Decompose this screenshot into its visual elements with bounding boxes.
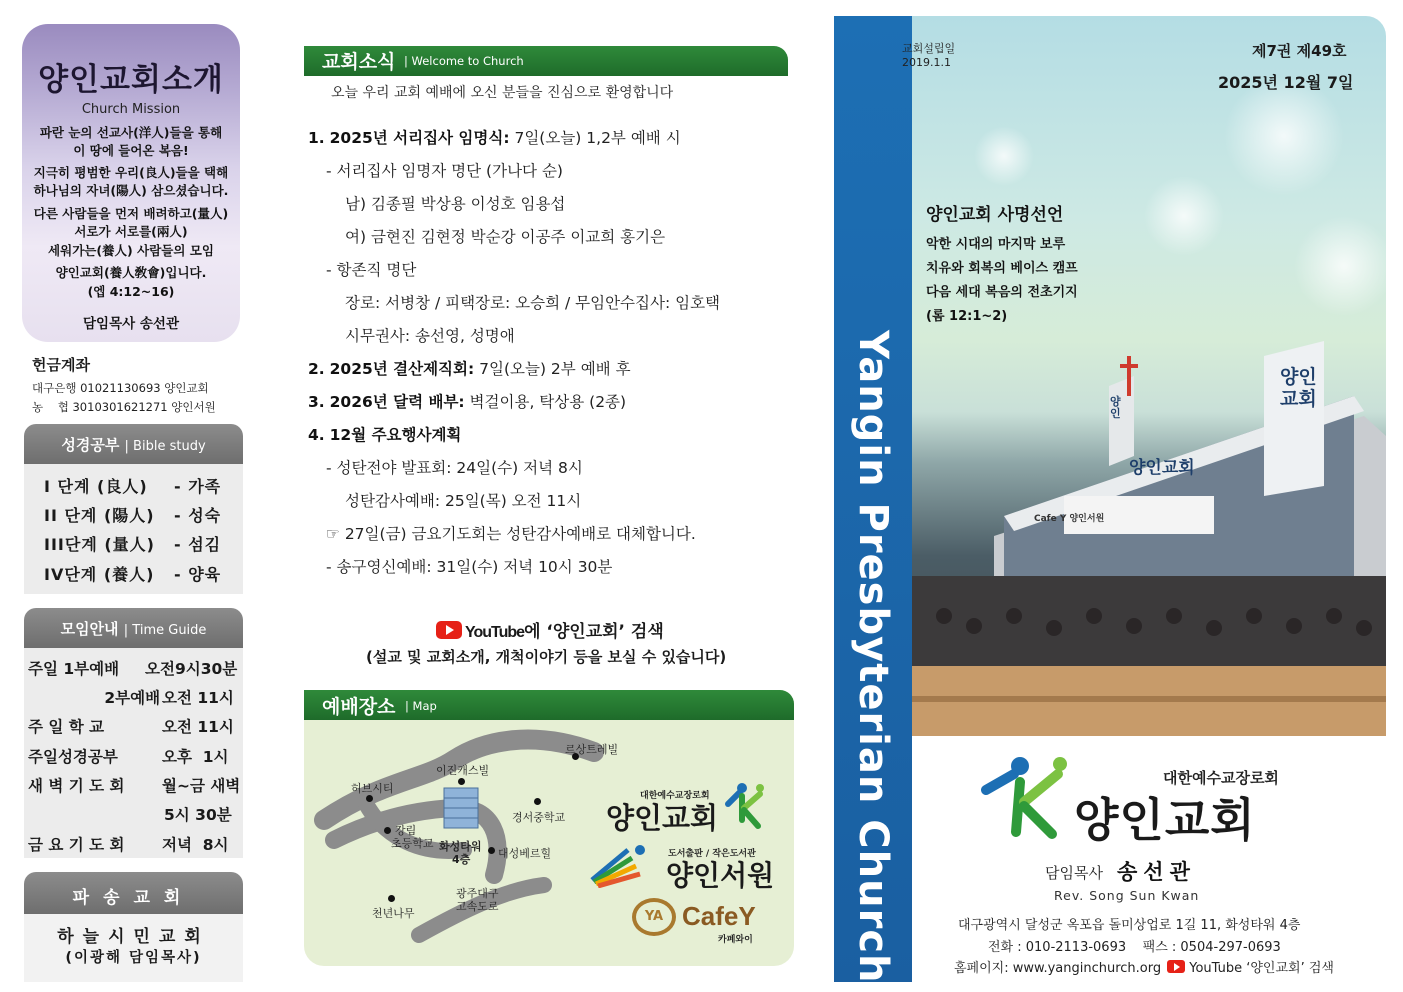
mission-declaration-line: 다음 세대 복음의 전초기지 — [926, 285, 1078, 300]
sending-church-title: 파송교회 — [72, 888, 195, 908]
news-item-number: 3. — [308, 393, 325, 411]
bible-level-name: - 양육 — [174, 565, 222, 584]
mission-line: 이 땅에 들어온 복음! — [73, 143, 189, 158]
mission-line: (엡 4:12~16) — [87, 284, 175, 299]
map-marker — [534, 798, 541, 805]
news-subitem: - 송구영신예배: 31일(수) 저녁 10시 30분 — [326, 558, 613, 576]
time-name: 금 요 기 도 회 — [28, 836, 125, 854]
time-name: 주일 1부예배 — [28, 660, 120, 678]
map-logo-cafe-sub: 카페와이 — [718, 935, 753, 945]
news-item — [308, 390, 626, 412]
map-marker — [366, 795, 373, 802]
bible-level-name: - 가족 — [174, 477, 222, 496]
sending-church-name: 하늘시민교회 — [57, 927, 210, 947]
building-sign: 양인교회 — [1129, 458, 1195, 478]
map-label: 강림 — [395, 824, 417, 837]
map-marker — [488, 847, 495, 854]
time-value: 5시 30분 — [164, 806, 232, 824]
news-subsubitem: 시무권사: 송선영, 성명애 — [345, 327, 515, 345]
founded-date: 2019.1.1 — [902, 56, 951, 69]
time-value: 저녁 8시 — [162, 836, 229, 854]
bible-study-title: 성경공부 — [61, 436, 120, 454]
bible-level-name: - 섬김 — [174, 535, 222, 554]
news-subsubitem: 장로: 서병창 / 피택장로: 오승희 / 무임안수집사: 임호택 — [345, 294, 721, 312]
pastor-name: 송선관 — [1117, 860, 1196, 884]
mission-declaration-title: 양인교회 사명선언 — [926, 205, 1064, 225]
time-value: 월~금 새벽 — [162, 777, 241, 795]
sending-church-pastor: (이광해 담임목사) — [65, 950, 202, 966]
rooftop-sign: 양인 교회 — [1280, 366, 1317, 410]
mission-line: 서로가 서로를(兩人) — [74, 224, 188, 239]
mission-subtitle: Church Mission — [81, 102, 181, 117]
news-subsubitem: 여) 금현진 김현정 박순강 이공주 이교희 홍기은 — [345, 228, 666, 246]
bible-level-name: - 성숙 — [174, 506, 222, 525]
news-item-number: 1. — [308, 129, 325, 147]
mission-declaration-line: 악한 시대의 마지막 보루 — [926, 237, 1066, 252]
news-subitem: - 항존직 명단 — [326, 261, 417, 279]
logo-church-name: 양인교회 — [1074, 793, 1256, 847]
bible-study-title-en: | Bible study — [124, 439, 206, 454]
mission-line: 하나님의 자녀(陽人) 삼으셨습니다. — [33, 183, 229, 198]
time-value: 오후 1시 — [162, 748, 229, 766]
bible-study-header — [24, 424, 243, 464]
news-title-en: | Welcome to Church — [404, 54, 524, 68]
news-subsubitem: 성탄감사예배: 25일(목) 오전 11시 — [345, 492, 582, 510]
news-subitem: - 서리집사 임명자 명단 (가나다 순) — [326, 162, 563, 180]
bible-level: III단계 (量人) — [44, 535, 155, 554]
map-title: 예배장소 — [322, 696, 396, 718]
time-value: 오전 11시 — [162, 718, 234, 736]
mission-line: 다른 사람들을 먼저 배려하고(量人) — [33, 206, 229, 221]
youtube-search-text: 에 ‘양인교회’ 검색 — [524, 622, 664, 642]
news-item-text: 벽걸이용, 탁상용 (2종) — [464, 393, 627, 411]
news-subsubitem: 남) 김종필 박상용 이성호 임용섭 — [345, 195, 566, 213]
time-name: 2부예배 — [72, 689, 161, 707]
time-guide-header — [24, 608, 243, 648]
issue-volume: 제7권 제49호 — [1252, 42, 1347, 60]
mission-line: 파란 눈의 선교사(洋人)들을 통해 — [39, 125, 223, 140]
church-mission-card — [22, 24, 240, 342]
time-name: 새 벽 기 도 회 — [28, 777, 125, 795]
news-item-heading: 12월 주요행사계획 — [329, 426, 462, 444]
youtube-search-note: (설교 및 교회소개, 개척이야기 등을 보실 수 있습니다) — [366, 648, 727, 666]
youtube-search-line — [436, 617, 664, 642]
mission-line: 양인교회(養人敎會)입니다. — [55, 265, 207, 280]
map-logo-cafe: CafeY — [682, 901, 756, 931]
map-logo-denom: 대한예수교장로회 — [640, 791, 710, 801]
news-item-text: 7일(오늘) 2부 예배 후 — [474, 360, 631, 378]
church-phone: 전화 : 010-2113-0693 팩스 : 0504-297-0693 — [988, 940, 1281, 955]
map-logo-store: 양인서원 — [666, 859, 775, 892]
time-name: 주 일 학 교 — [28, 718, 105, 736]
bible-level: II 단계 (陽人) — [44, 506, 155, 525]
time-guide-title-en: | Time Guide — [123, 623, 207, 638]
church-web-line — [954, 957, 1334, 976]
church-address: 대구광역시 달성군 옥포읍 돌미상업로 1길 11, 화성타워 4층 — [958, 918, 1301, 933]
map-label: 르상트레빌 — [565, 743, 619, 756]
map-marker — [388, 895, 395, 902]
map-label-church: 4층 — [452, 853, 471, 866]
cover-photo — [884, 16, 1386, 736]
map-title-en: | Map — [405, 699, 437, 713]
map-marker — [384, 827, 391, 834]
bible-level: IV단계 (養人) — [44, 565, 155, 584]
sending-church-header — [24, 872, 243, 914]
news-item-heading: 2025년 서리집사 임명식: — [329, 129, 510, 147]
map-marker — [458, 778, 465, 785]
map-label: 이진캐스빌 — [436, 764, 490, 777]
founded-label: 교회설립일 — [902, 42, 956, 55]
church-website: 홈페이지: www.yanginchurch.org — [954, 961, 1162, 976]
church-main-logo-icon — [980, 752, 1070, 844]
time-value: 오전 11시 — [162, 689, 234, 707]
offering-account: 농 협 3010301621271 양인서원 — [32, 400, 216, 414]
news-item — [308, 423, 461, 445]
cafe-sign: Cafe Y 양인서원 — [1034, 514, 1105, 524]
time-name: 주일성경공부 — [28, 748, 118, 766]
news-title: 교회소식 — [322, 51, 396, 73]
issue-date: 2025년 12월 7일 — [1218, 73, 1354, 92]
map-logo-church: 양인교회 — [606, 801, 719, 835]
news-item-heading: 2026년 달력 배부: — [329, 393, 465, 411]
news-subitem: ☞ 27일(금) 금요기도회는 성탄감사예배로 대체합니다. — [326, 525, 696, 543]
youtube-search-hint: YouTube ‘양인교회’ 검색 — [1189, 961, 1334, 976]
map-label: 고속도로 — [456, 900, 499, 913]
map-label: 천년나무 — [372, 907, 415, 920]
news-item — [308, 357, 631, 379]
time-value: 오전9시30분 — [145, 660, 238, 678]
pastor-name-en: Rev. Song Sun Kwan — [1054, 888, 1200, 903]
map-label: 초등학교 — [391, 837, 434, 850]
time-guide-title: 모임안내 — [60, 620, 119, 638]
welcome-message: 오늘 우리 교회 예배에 오신 분들을 진심으로 환영합니다 — [331, 85, 674, 101]
map-label: 허브시티 — [351, 782, 394, 795]
book-fan-logo-icon — [588, 840, 658, 888]
map-label: 광주대구 — [456, 887, 499, 900]
cafe-logo-mark: YA — [632, 898, 676, 936]
tower-sign: 양인 — [1110, 395, 1121, 420]
news-item — [308, 126, 681, 148]
pastor-label: 담임목사 — [1045, 864, 1103, 882]
church-figure-logo-icon — [720, 780, 768, 832]
mission-pastor: 담임목사 송선관 — [83, 316, 179, 332]
news-subitem: - 성탄전야 발표회: 24일(수) 저녁 8시 — [326, 459, 583, 477]
map-logo-store-sub: 도서출판 / 작은도서관 — [668, 849, 756, 859]
youtube-play-icon — [1167, 960, 1185, 973]
mission-declaration-line: 치유와 회복의 베이스 캠프 — [926, 261, 1078, 276]
youtube-play-icon — [436, 621, 462, 639]
vertical-church-name: Yangin Presbyterian Church — [850, 330, 896, 984]
youtube-wordmark: YouTube — [465, 624, 525, 641]
mission-declaration-line: (롬 12:1~2) — [926, 309, 1008, 324]
map-label-church: 화성타워 — [439, 840, 482, 853]
news-item-heading: 2025년 결산제직회: — [329, 360, 475, 378]
news-item-number: 4. — [308, 426, 325, 444]
mission-line: 지극히 평범한 우리(良人)들을 택해 — [33, 165, 229, 180]
offering-title: 헌금계좌 — [32, 356, 90, 374]
map-label: 경서중학교 — [512, 811, 566, 824]
map-label: 대성베르힐 — [498, 847, 552, 860]
mission-title: 양인교회소개 — [38, 62, 224, 98]
news-item-number: 2. — [308, 360, 325, 378]
offering-account: 대구은행 01021130693 양인교회 — [32, 381, 209, 395]
mission-line: 세워가는(養人) 사람들의 모임 — [48, 243, 214, 258]
logo-denomination: 대한예수교장로회 — [1163, 769, 1279, 787]
bible-level: I 단계 (良人) — [44, 477, 148, 496]
news-item-text: 7일(오늘) 1,2부 예배 시 — [509, 129, 681, 147]
